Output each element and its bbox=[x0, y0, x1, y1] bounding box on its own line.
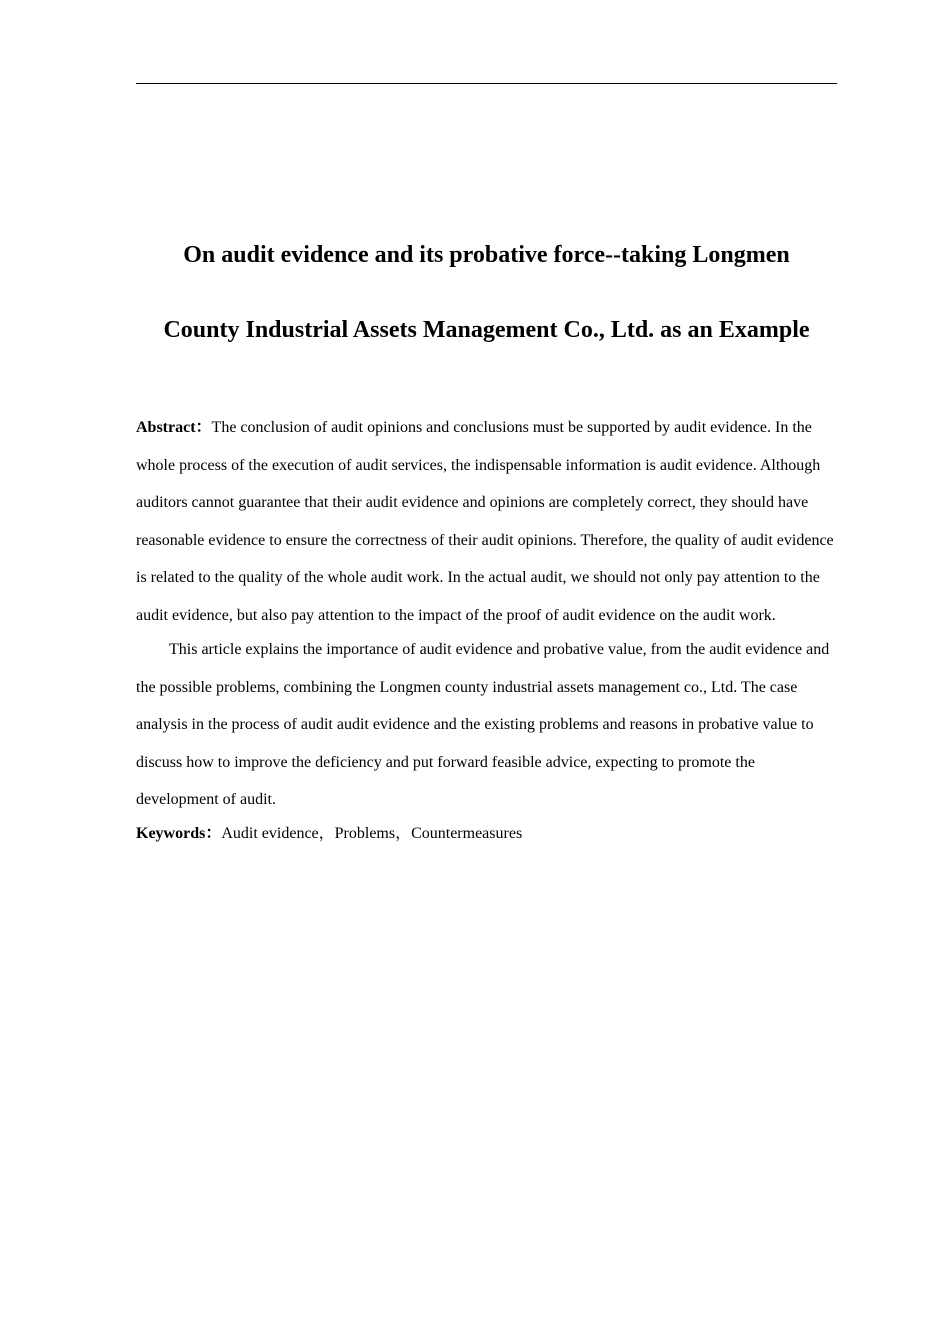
header-rule bbox=[136, 83, 837, 84]
abstract-text-1: The conclusion of audit opinions and conclusions must be supported by audit evidence. In the whole process of the execution of audit services, the indispensable information is audit evidence. Although auditors cannot guarantee that their audit evidence and opinions are completely correct, they should have reasonable evidence to ensure the correctness of their audit opinions. Therefore, the quality of audit evidence is related to the quality of the whole audit work. In the actual audit, we should not only pay attention to the audit evidence, but also pay attention to the impact of the proof of audit evidence on the audit work. bbox=[136, 419, 834, 624]
abstract-paragraph-1 bbox=[136, 409, 837, 634]
abstract-label: Abstract： bbox=[136, 419, 212, 436]
abstract-paragraph-2: This article explains the importance of audit evidence and probative value, from the audit evidence and the possible problems, combining the Longmen county industrial assets management co., Ltd. The case analysis in the process of audit audit evidence and the existing problems and reasons in probative value to discuss how to improve the deficiency and put forward feasible advice, expecting to promote the development of audit. bbox=[136, 641, 830, 808]
title-line-2: County Industrial Assets Management Co., Ltd. as an Example bbox=[163, 317, 810, 343]
title-line-1: On audit evidence and its probative force--taking Longmen bbox=[183, 242, 790, 268]
abstract-section bbox=[136, 409, 837, 852]
document-title bbox=[120, 218, 853, 368]
keywords-label: Keywords： bbox=[136, 824, 222, 842]
keywords-line bbox=[136, 815, 837, 853]
keywords-text: Audit evidence，Problems，Countermeasures bbox=[221, 824, 523, 842]
